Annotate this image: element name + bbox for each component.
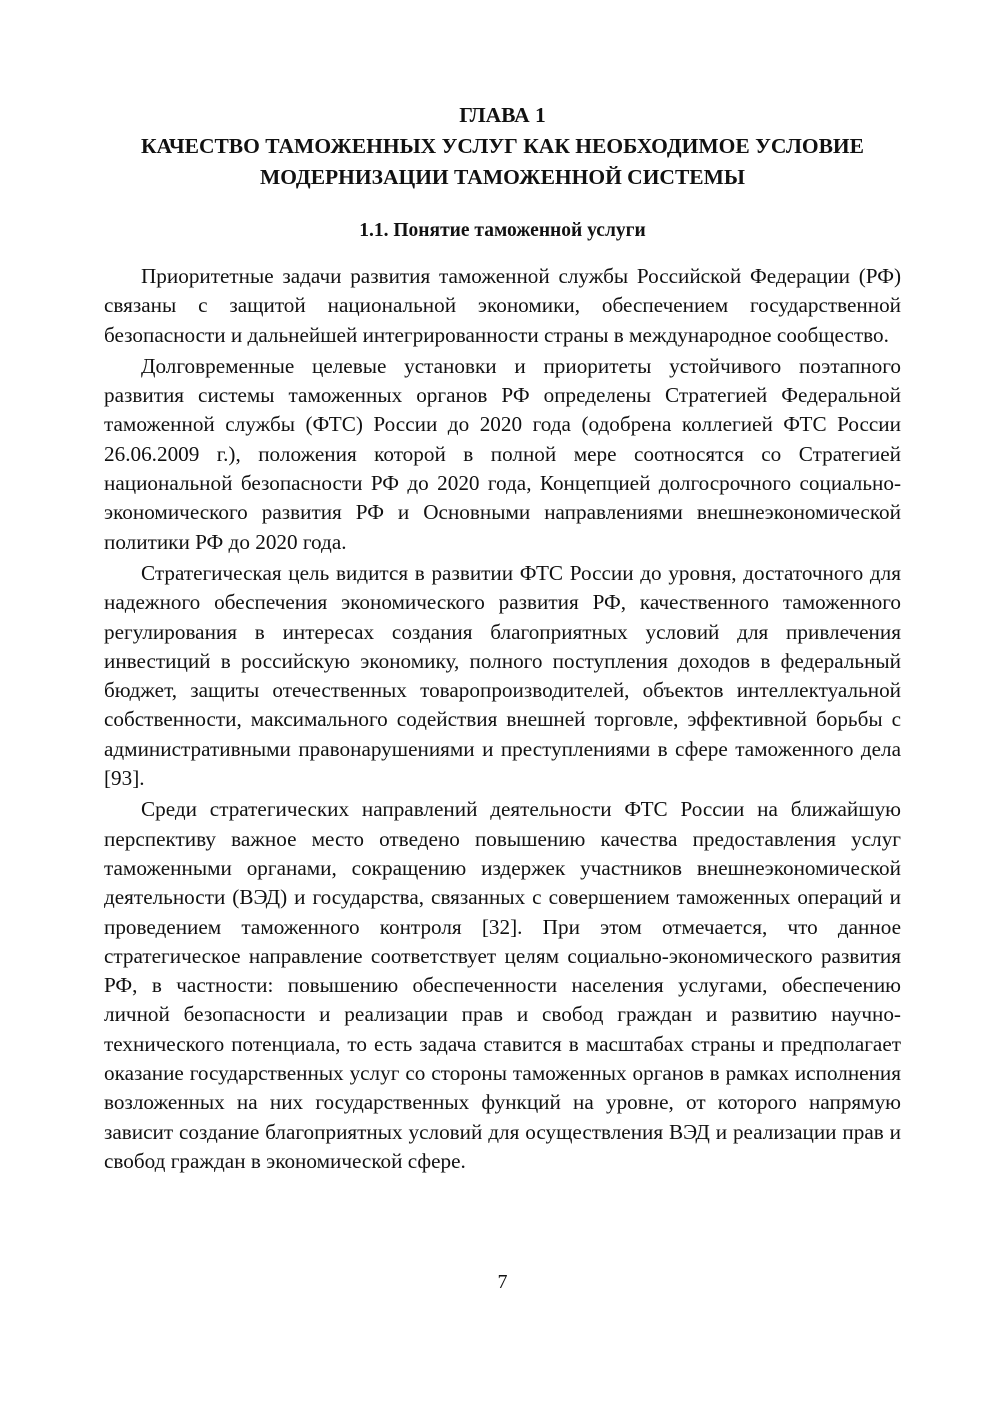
paragraph-1: Приоритетные задачи развития таможенной службы Российской Федерации (РФ) связаны с защитой национальной экономики, обеспечением государственной безопасности и дальнейшей интегрированности страны в международное сообщество.	[104, 264, 901, 347]
page-number: 7	[497, 1271, 508, 1293]
chapter-title-line-2: МОДЕРНИЗАЦИИ ТАМОЖЕННОЙ СИСТЕМЫ	[259, 165, 746, 189]
body-text	[104, 262, 901, 1178]
chapter-title-line-1: КАЧЕСТВО ТАМОЖЕННЫХ УСЛУГ КАК НЕОБХОДИМОЕ УСЛОВИЕ	[140, 134, 865, 158]
chapter-label: ГЛАВА 1	[459, 103, 546, 127]
section-title: 1.1. Понятие таможенной услуги	[359, 220, 646, 241]
paragraph-2: Долговременные целевые установки и приоритеты устойчивого поэтапного развития системы таможенных органов РФ определены Стратегией Федеральной таможенной службы (ФТС) России до 2020 года (одобрена коллегией ФТС России 26.06.2009 г.), положения которой в полной мере соотносятся со Стратегией национальной безопасности РФ до 2020 года, Концепцией долгосрочного социально-экономического развития РФ и Основными направлениями внешнеэкономической политики РФ до 2020 года.	[104, 353, 901, 554]
paragraph-3: Стратегическая цель видится в развитии ФТС России до уровня, достаточного для надежного обеспечения экономического развития РФ, качественного таможенного регулирования в интересах создания благоприятных условий для привлечения инвестиций в российскую экономику, полного поступления доходов в федеральный бюджет, защиты отечественных товаропроизводителей, объектов интеллектуальной собственности, максимального содействия внешней торговле, эффективной борьбы с административными правонарушениями и преступлениями в сфере таможенного дела [93].	[104, 560, 901, 791]
paragraph-4: Среди стратегических направлений деятельности ФТС России на ближайшую перспективу важное место отведено повышению качества предоставления услуг таможенными органами, сокращению издержек участников внешнеэкономической деятельности (ВЭД) и государства, связанных с совершением таможенных операций и проведением таможенного контроля [32]. При этом отмечается, что данное стратегическое направление соответствует целям социально-экономического развития РФ, в частности: повышению обеспеченности населения услугами, обеспечению личной безопасности и реализации прав и свобод граждан и развитию научно-технического потенциала, то есть задача ставится в масштабах страны и предполагает оказание государственных услуг со стороны таможенных органов в рамках исполнения возложенных на них государственных функций на уровне, от которого напрямую зависит создание благоприятных условий для осуществления ВЭД и реализации прав и свобод граждан в экономической сфере.	[104, 797, 901, 1173]
chapter-heading	[100, 100, 905, 193]
